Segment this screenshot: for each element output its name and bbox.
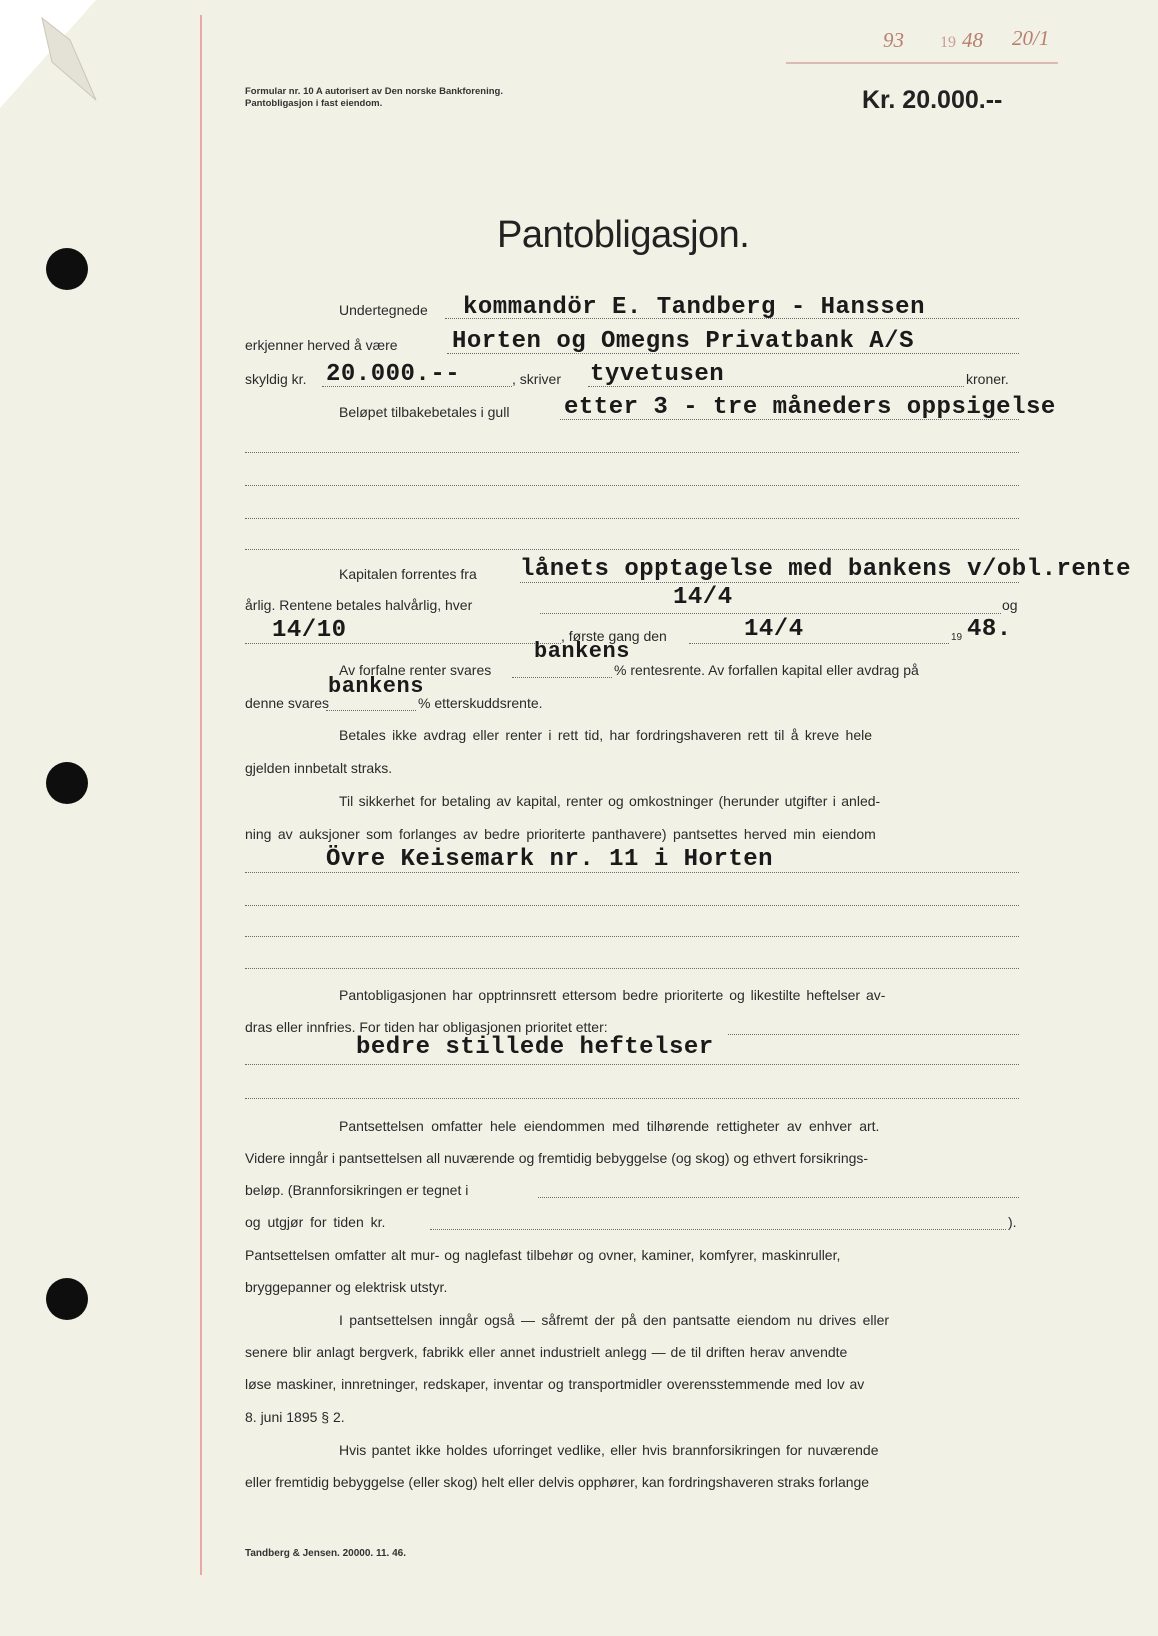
interest-date-1: 14/4 bbox=[673, 584, 733, 611]
property-description: Övre Keisemark nr. 11 i Horten bbox=[326, 846, 774, 873]
paragraph-inngar-1: I pantsettelsen inngår også — såfremt der på den pantsatte eiendom nu drives eller bbox=[339, 1312, 890, 1328]
amount-words: tyvetusen bbox=[590, 361, 725, 388]
amount-numeric: 20.000.-- bbox=[326, 361, 461, 388]
paragraph-sikkerhet-2: ning av auksjoner som forlanges av bedre prioriterte panthavere) pantsettes herved min eiendom bbox=[245, 826, 876, 842]
paragraph-inngar-3: løse maskiner, innretninger, redskaper, inventar og transportmidler overensstemmende med lov av bbox=[245, 1376, 865, 1392]
arlig-label: årlig. Rentene betales halvårlig, hver bbox=[245, 597, 473, 613]
paragraph-inngar-4: 8. juni 1895 § 2. bbox=[245, 1409, 345, 1425]
interest-date-2: 14/10 bbox=[272, 617, 347, 644]
blank-line bbox=[245, 1098, 1019, 1099]
paragraph-omfatter-5: Pantsettelsen omfatter alt mur- og naglefast tilbehør og ovner, kaminer, komfyrer, maskinruller, bbox=[245, 1247, 841, 1263]
field-line bbox=[728, 1034, 1019, 1035]
field-line bbox=[689, 643, 949, 644]
paragraph-opptrinn-1: Pantobligasjonen har opptrinnsrett ettersom bedre prioriterte og likestilte heftelser av- bbox=[339, 987, 886, 1003]
paragraph-betales-1: Betales ikke avdrag eller renter i rett tid, har fordringshaveren rett til å kreve hele bbox=[339, 727, 873, 743]
priority-value: bedre stillede heftelser bbox=[356, 1034, 714, 1061]
erkjenner-label: erkjenner herved å være bbox=[245, 337, 398, 353]
paragraph-hvis-2: eller fremtidig bebyggelse (eller skog) helt eller delvis opphører, kan fordringshaveren straks forlange bbox=[245, 1474, 870, 1490]
punch-hole bbox=[46, 248, 88, 290]
blank-line bbox=[245, 905, 1019, 906]
field-line bbox=[512, 677, 612, 678]
margin-rule bbox=[200, 15, 202, 1575]
av-forfalne-label: Av forfalne renter svares bbox=[339, 662, 492, 678]
form-line-2: Pantobligasjon i fast eiendom. bbox=[245, 98, 383, 109]
etterskudd-label: % etterskuddsrente. bbox=[418, 695, 543, 711]
paragraph-omfatter-1: Pantsettelsen omfatter hele eiendommen med tilhørende rettigheter av enhver art. bbox=[339, 1118, 880, 1134]
paragraph-opptrinn-2: dras eller innfries. For tiden har obligasjonen prioritet etter: bbox=[245, 1019, 608, 1035]
undertegnede-label: Undertegnede bbox=[339, 302, 428, 318]
first-interest-date: 14/4 bbox=[744, 616, 804, 643]
kapitalen-label: Kapitalen forrentes fra bbox=[339, 566, 477, 582]
interest-from: lånets opptagelse med bankens v/obl.rente bbox=[520, 556, 1131, 583]
blank-line bbox=[245, 936, 1019, 937]
skriver-label: , skriver bbox=[512, 371, 561, 387]
denne-label: denne svares bbox=[245, 695, 330, 711]
field-line bbox=[245, 1064, 1019, 1065]
first-interest-year: 48. bbox=[967, 616, 1012, 643]
field-line bbox=[538, 1197, 1019, 1198]
form-line-1: Formular nr. 10 A autorisert av Den norske Bankforening. bbox=[245, 86, 503, 97]
kroner-label: kroner. bbox=[966, 371, 1009, 387]
blank-line bbox=[245, 549, 1019, 550]
blank-line bbox=[245, 485, 1019, 486]
page-title: Pantobligasjon. bbox=[497, 214, 750, 256]
stamp-number: 93 bbox=[883, 28, 904, 52]
blank-line bbox=[245, 968, 1019, 969]
punch-hole bbox=[46, 762, 88, 804]
repayment-terms: etter 3 - tre måneders oppsigelse bbox=[564, 394, 1056, 421]
paragraph-betales-2: gjelden innbetalt straks. bbox=[245, 760, 393, 776]
paragraph-hvis-1: Hvis pantet ikke holdes uforringet vedlike, eller hvis brannforsikringen for nuværende bbox=[339, 1442, 879, 1458]
debtor-name: kommandör E. Tandberg - Hanssen bbox=[463, 294, 925, 321]
creditor-name: Horten og Omegns Privatbank A/S bbox=[452, 328, 914, 355]
blank-line bbox=[245, 452, 1019, 453]
field-line bbox=[540, 613, 1001, 614]
stamp-date: 20/1 bbox=[1012, 26, 1050, 50]
og-label: og bbox=[1002, 597, 1018, 613]
belopet-label: Beløpet tilbakebetales i gull bbox=[339, 404, 510, 420]
year-prefix: 19 bbox=[951, 632, 963, 643]
punch-hole bbox=[46, 1278, 88, 1320]
stamp-year: 48 bbox=[962, 28, 983, 52]
field-line bbox=[430, 1229, 1006, 1230]
paragraph-omfatter-2: Videre inngår i pantsettelsen all nuværende og fremtidig bebyggelse (og skog) og ethvert forsikrings- bbox=[245, 1150, 869, 1166]
penalty-interest: bankens bbox=[534, 639, 630, 664]
amount-header: Kr. 20.000.-- bbox=[862, 86, 1003, 114]
paragraph-inngar-2: senere blir anlagt bergverk, fabrikk eller annet industrielt anlegg — de til driften herav anvendte bbox=[245, 1344, 848, 1360]
forste-label: , første gang den bbox=[561, 628, 667, 644]
paragraph-omfatter-4: og utgjør for tiden kr. bbox=[245, 1214, 386, 1230]
rentesrente-label: % rentesrente. Av forfallen kapital eller avdrag på bbox=[614, 662, 919, 678]
paragraph-omfatter-3: beløp. (Brannforsikringen er tegnet i bbox=[245, 1182, 469, 1198]
paragraph-omfatter-4-end: ). bbox=[1008, 1214, 1017, 1230]
arrears-interest: bankens bbox=[328, 674, 424, 699]
paragraph-sikkerhet-1: Til sikkerhet for betaling av kapital, renter og omkostninger (herunder utgifter i anled- bbox=[339, 793, 881, 809]
field-line bbox=[326, 710, 416, 711]
paragraph-omfatter-6: bryggepanner og elektrisk utstyr. bbox=[245, 1279, 448, 1295]
skyldig-label: skyldig kr. bbox=[245, 371, 307, 387]
blank-line bbox=[245, 518, 1019, 519]
document-page: Formular nr. 10 A autorisert av Den norske Bankforening. Pantobligasjon i fast eiendom. Kr. 20.000.-- 93 19 48 20/1 Pantobligasjon. Undertegnede kommandör E. Tandberg - Hanssen erkjenner herved å være Horten og Omegns Privatbank A/S skyldig kr. 20.000.-- , skriver tyvetusen kroner. Beløpet tilbakebetales i gull etter 3 - tre måneders oppsigelse Kapitalen forrentes fra lånets opptagelse med bankens v/obl.rente årlig. Rentene betales halvårlig, hver 14/4 og 14/10 , første gang den 14/4 19 48. bankens Av forfalne renter svares % rentesrente. Av forfallen kapital eller avdrag på bankens denne svares % etterskuddsrente. Betales ikke avdrag eller renter i rett tid, har fordringshaveren rett til å kreve hele gjelden innbetalt straks. Til sikkerhet for betaling av kapital, renter og omkostninger (herunder utgifter i anled- ning av auksjoner som forlanges av bedre prioriterte panthavere) pantsettes herved min eiendom Övre Keisemark nr. 11 i Horten Pantobligasjonen har opptrinnsrett ettersom bedre prioriterte og likestilte heftelser av- dras eller innfries. For tiden har obligasjonen prioritet etter: bedre stillede heftelser Pantsettelsen omfatter hele eiendommen med tilhørende rettigheter av enhver art. Videre inngår i pantsettelsen all nuværende og fremtidig bebyggelse (og skog) og ethvert forsikrings- beløp. (Brannforsikringen er tegnet i og utgjør for tiden kr. ). Pantsettelsen omfatter alt mur- og naglefast tilbehør og ovner, kaminer, komfyrer, maskinruller, bryggepanner og elektrisk utstyr. I pantsettelsen inngår også — såfremt der på den pantsatte eiendom nu drives eller senere blir anlagt bergverk, fabrikk eller annet industrielt anlegg — de til driften herav anvendte løse maskiner, innretninger, redskaper, inventar og transportmidler overensstemmende med lov av 8. juni 1895 § 2. Hvis pantet ikke holdes uforringet vedlike, eller hvis brannforsikringen for nuværende eller fremtidig bebyggelse (eller skog) helt eller delvis opphører, kan fordringshaveren straks forlange Tandberg & Jensen. 20000. 11. 46. bbox=[0, 0, 1158, 1636]
printer-footer: Tandberg & Jensen. 20000. 11. 46. bbox=[245, 1548, 407, 1559]
